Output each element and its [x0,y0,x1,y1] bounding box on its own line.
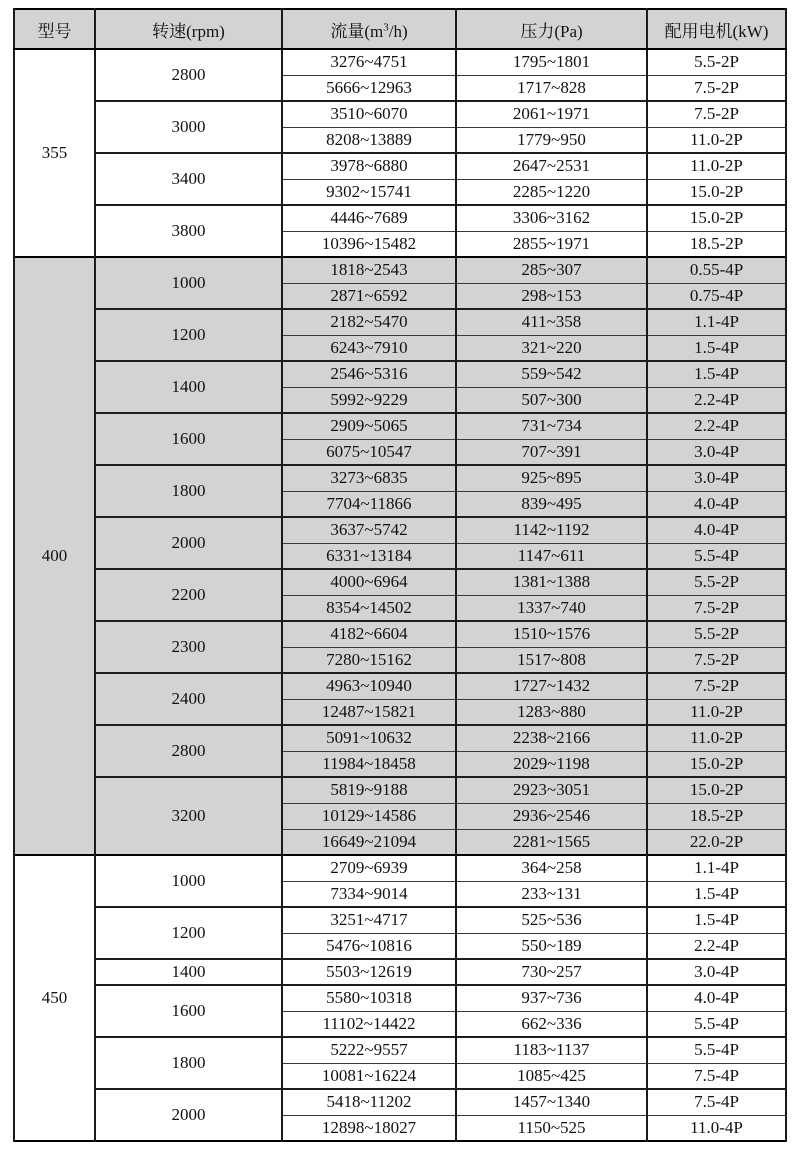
flow-cell: 5580~10318 [282,985,456,1011]
motor-cell: 22.0-2P [647,829,786,855]
rpm-cell: 3400 [95,153,282,205]
pressure-cell: 2281~1565 [456,829,647,855]
table-row [14,153,786,179]
motor-cell: 7.5-2P [647,101,786,127]
flow-cell: 8354~14502 [282,595,456,621]
rpm-cell: 1000 [95,855,282,907]
motor-cell: 0.55-4P [647,257,786,283]
motor-cell: 5.5-2P [647,569,786,595]
pressure-cell: 1142~1192 [456,517,647,543]
rpm-cell: 3200 [95,777,282,855]
rpm-cell: 2800 [95,725,282,777]
motor-cell: 2.2-4P [647,933,786,959]
pressure-cell: 2647~2531 [456,153,647,179]
flow-cell: 2182~5470 [282,309,456,335]
flow-cell: 6243~7910 [282,335,456,361]
flow-cell: 10396~15482 [282,231,456,257]
pressure-cell: 1517~808 [456,647,647,673]
flow-cell: 6331~13184 [282,543,456,569]
header-motor: 配用电机(kW) [647,9,786,49]
pressure-cell: 839~495 [456,491,647,517]
pressure-cell: 730~257 [456,959,647,985]
table-row [14,621,786,647]
motor-cell: 4.0-4P [647,985,786,1011]
pressure-cell: 1283~880 [456,699,647,725]
rpm-cell: 1200 [95,907,282,959]
table-row [14,1037,786,1063]
motor-cell: 11.0-2P [647,153,786,179]
motor-cell: 18.5-2P [647,803,786,829]
motor-cell: 2.2-4P [647,413,786,439]
rpm-cell: 2000 [95,517,282,569]
motor-cell: 11.0-2P [647,725,786,751]
motor-cell: 11.0-4P [647,1115,786,1141]
pressure-cell: 1795~1801 [456,49,647,75]
pressure-cell: 233~131 [456,881,647,907]
motor-cell: 1.5-4P [647,335,786,361]
flow-cell: 10129~14586 [282,803,456,829]
rpm-cell: 1200 [95,309,282,361]
rpm-cell: 2000 [95,1089,282,1141]
table-row [14,205,786,231]
fan-spec-table [13,8,787,1142]
pressure-cell: 1457~1340 [456,1089,647,1115]
table-row [14,673,786,699]
flow-cell: 11102~14422 [282,1011,456,1037]
pressure-cell: 2855~1971 [456,231,647,257]
table-row [14,413,786,439]
motor-cell: 7.5-4P [647,1063,786,1089]
pressure-cell: 1147~611 [456,543,647,569]
flow-cell: 3637~5742 [282,517,456,543]
flow-cell: 5666~12963 [282,75,456,101]
motor-cell: 7.5-2P [647,75,786,101]
motor-cell: 5.5-2P [647,621,786,647]
flow-cell: 5418~11202 [282,1089,456,1115]
flow-cell: 2871~6592 [282,283,456,309]
rpm-cell: 1600 [95,985,282,1037]
pressure-cell: 507~300 [456,387,647,413]
pressure-cell: 550~189 [456,933,647,959]
flow-cell: 1818~2543 [282,257,456,283]
table-row [14,569,786,595]
table-row [14,257,786,283]
pressure-cell: 1727~1432 [456,673,647,699]
table-row [14,517,786,543]
motor-cell: 7.5-2P [647,647,786,673]
table-row [14,985,786,1011]
table-row [14,361,786,387]
flow-cell: 2546~5316 [282,361,456,387]
flow-cell: 2909~5065 [282,413,456,439]
flow-cell: 3276~4751 [282,49,456,75]
pressure-cell: 1183~1137 [456,1037,647,1063]
motor-cell: 4.0-4P [647,517,786,543]
table-row [14,777,786,803]
motor-cell: 7.5-2P [647,595,786,621]
spec-table-body [14,49,786,1141]
flow-cell: 3978~6880 [282,153,456,179]
pressure-cell: 937~736 [456,985,647,1011]
pressure-cell: 364~258 [456,855,647,881]
model-cell: 450 [14,855,95,1141]
rpm-cell: 1400 [95,959,282,985]
rpm-cell: 1800 [95,1037,282,1089]
flow-cell: 4963~10940 [282,673,456,699]
header-flow-suffix: /h) [388,21,408,41]
pressure-cell: 298~153 [456,283,647,309]
table-row [14,1089,786,1115]
motor-cell: 5.5-4P [647,543,786,569]
rpm-cell: 1600 [95,413,282,465]
motor-cell: 5.5-2P [647,49,786,75]
flow-cell: 7334~9014 [282,881,456,907]
header-pressure: 压力(Pa) [456,9,647,49]
flow-cell: 5476~10816 [282,933,456,959]
pressure-cell: 2936~2546 [456,803,647,829]
pressure-cell: 1337~740 [456,595,647,621]
pressure-cell: 1717~828 [456,75,647,101]
flow-cell: 6075~10547 [282,439,456,465]
flow-cell: 8208~13889 [282,127,456,153]
model-cell: 355 [14,49,95,257]
flow-cell: 12487~15821 [282,699,456,725]
flow-cell: 7704~11866 [282,491,456,517]
flow-cell: 11984~18458 [282,751,456,777]
motor-cell: 15.0-2P [647,777,786,803]
rpm-cell: 1800 [95,465,282,517]
header-row [14,9,786,49]
pressure-cell: 285~307 [456,257,647,283]
pressure-cell: 559~542 [456,361,647,387]
motor-cell: 3.0-4P [647,439,786,465]
table-row [14,465,786,491]
table-row [14,725,786,751]
flow-cell: 3510~6070 [282,101,456,127]
flow-cell: 4000~6964 [282,569,456,595]
table-row [14,907,786,933]
header-speed: 转速(rpm) [95,9,282,49]
motor-cell: 11.0-2P [647,127,786,153]
model-cell: 400 [14,257,95,855]
motor-cell: 1.5-4P [647,881,786,907]
flow-cell: 3273~6835 [282,465,456,491]
flow-cell: 9302~15741 [282,179,456,205]
pressure-cell: 2061~1971 [456,101,647,127]
flow-cell: 16649~21094 [282,829,456,855]
flow-cell: 5091~10632 [282,725,456,751]
header-flow [282,9,456,49]
motor-cell: 18.5-2P [647,231,786,257]
flow-cell: 12898~18027 [282,1115,456,1141]
motor-cell: 1.5-4P [647,361,786,387]
table-row [14,309,786,335]
rpm-cell: 2800 [95,49,282,101]
motor-cell: 3.0-4P [647,465,786,491]
flow-cell: 5503~12619 [282,959,456,985]
header-model: 型号 [14,9,95,49]
flow-cell: 7280~15162 [282,647,456,673]
flow-cell: 4182~6604 [282,621,456,647]
flow-cell: 5222~9557 [282,1037,456,1063]
pressure-cell: 925~895 [456,465,647,491]
header-flow-prefix: 流量(m [330,21,384,41]
flow-cell: 5819~9188 [282,777,456,803]
table-row [14,101,786,127]
pressure-cell: 3306~3162 [456,205,647,231]
pressure-cell: 1510~1576 [456,621,647,647]
table-row [14,855,786,881]
pressure-cell: 662~336 [456,1011,647,1037]
pressure-cell: 1150~525 [456,1115,647,1141]
rpm-cell: 3000 [95,101,282,153]
rpm-cell: 2200 [95,569,282,621]
pressure-cell: 321~220 [456,335,647,361]
pressure-cell: 707~391 [456,439,647,465]
rpm-cell: 3800 [95,205,282,257]
motor-cell: 1.5-4P [647,907,786,933]
motor-cell: 5.5-4P [647,1037,786,1063]
motor-cell: 3.0-4P [647,959,786,985]
pressure-cell: 2238~2166 [456,725,647,751]
pressure-cell: 1085~425 [456,1063,647,1089]
pressure-cell: 2029~1198 [456,751,647,777]
pressure-cell: 2285~1220 [456,179,647,205]
motor-cell: 1.1-4P [647,855,786,881]
flow-cell: 10081~16224 [282,1063,456,1089]
pressure-cell: 1779~950 [456,127,647,153]
motor-cell: 15.0-2P [647,179,786,205]
pressure-cell: 1381~1388 [456,569,647,595]
motor-cell: 7.5-2P [647,673,786,699]
table-row [14,49,786,75]
pressure-cell: 2923~3051 [456,777,647,803]
motor-cell: 4.0-4P [647,491,786,517]
motor-cell: 11.0-2P [647,699,786,725]
motor-cell: 7.5-4P [647,1089,786,1115]
header-flow-superscript: 3 [383,20,389,33]
flow-cell: 3251~4717 [282,907,456,933]
rpm-cell: 2400 [95,673,282,725]
motor-cell: 5.5-4P [647,1011,786,1037]
motor-cell: 2.2-4P [647,387,786,413]
flow-cell: 5992~9229 [282,387,456,413]
motor-cell: 1.1-4P [647,309,786,335]
pressure-cell: 525~536 [456,907,647,933]
pressure-cell: 411~358 [456,309,647,335]
rpm-cell: 1400 [95,361,282,413]
rpm-cell: 2300 [95,621,282,673]
flow-cell: 2709~6939 [282,855,456,881]
motor-cell: 0.75-4P [647,283,786,309]
motor-cell: 15.0-2P [647,205,786,231]
pressure-cell: 731~734 [456,413,647,439]
rpm-cell: 1000 [95,257,282,309]
motor-cell: 15.0-2P [647,751,786,777]
table-row [14,959,786,985]
flow-cell: 4446~7689 [282,205,456,231]
